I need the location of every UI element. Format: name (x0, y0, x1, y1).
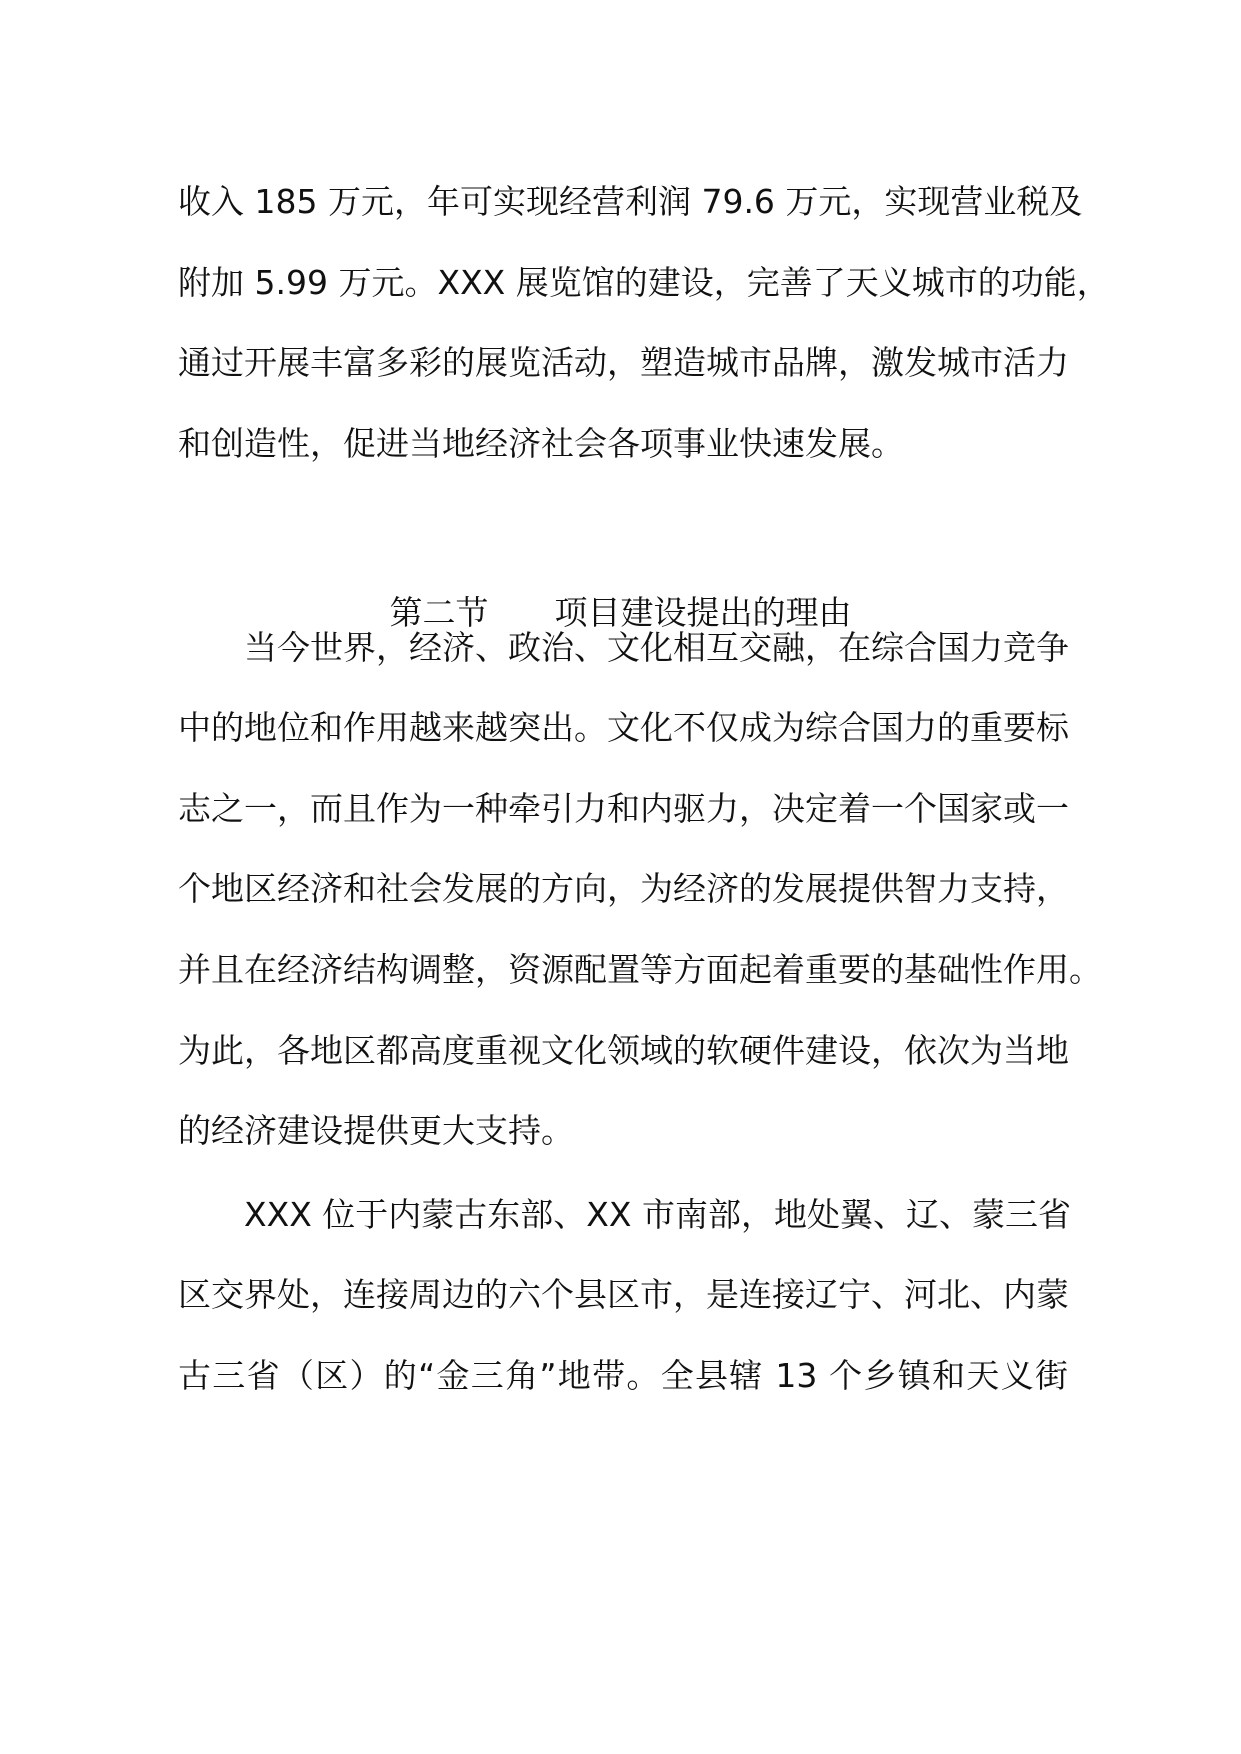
text-line: 个地区经济和社会发展的方向，为经济的发展提供智力支持， (178, 869, 1069, 908)
text-line: 为此，各地区都高度重视文化领域的软硬件建设，依次为当地 (178, 1031, 1069, 1070)
text-line: 区交界处，连接周边的六个县区市，是连接辽宁、河北、内蒙 (178, 1275, 1069, 1314)
text-line: 志之一，而且作为一种牵引力和内驱力，决定着一个国家或一 (178, 789, 1069, 828)
text-line: 古三省（区）的“金三角”地带。全县辖 13 个乡镇和天义街 (178, 1356, 1068, 1395)
text-line: 的经济建设提供更大支持。 (178, 1111, 574, 1150)
text-line: 附加 5.99 万元。XXX 展览馆的建设，完善了天义城市的功能， (178, 263, 1110, 302)
text-line: 中的地位和作用越来越突出。文化不仅成为综合国力的重要标 (178, 708, 1069, 747)
section-title: 项目建设提出的理由 (554, 593, 852, 632)
text-line: 通过开展丰富多彩的展览活动，塑造城市品牌，激发城市活力 (178, 343, 1069, 382)
text-line: 和创造性，促进当地经济社会各项事业快速发展。 (178, 424, 904, 463)
text-line: 收入 185 万元，年可实现经营利润 79.6 万元，实现营业税及 (178, 182, 1083, 221)
text-line: 当今世界，经济、政治、文化相互交融，在综合国力竞争 (244, 628, 1069, 667)
section-number: 第二节 (389, 593, 489, 632)
text-line: 并且在经济结构调整，资源配置等方面起着重要的基础性作用。 (178, 950, 1102, 989)
text-line: XXX 位于内蒙古东部、XX 市南部，地处翼、辽、蒙三省 (244, 1195, 1072, 1234)
